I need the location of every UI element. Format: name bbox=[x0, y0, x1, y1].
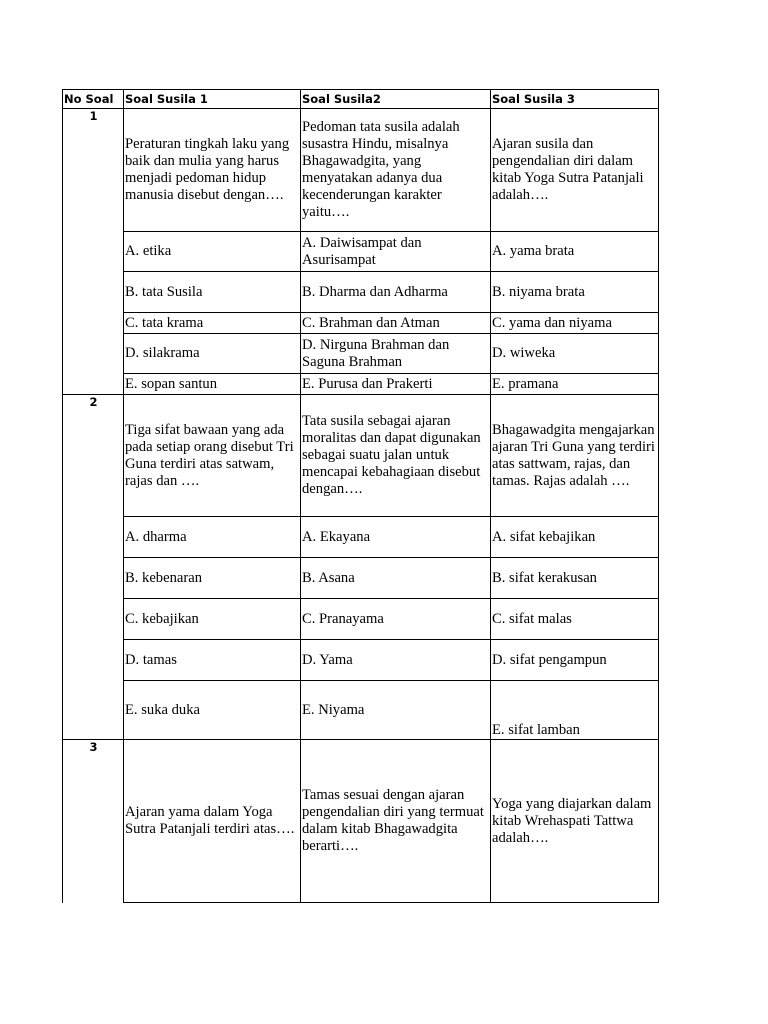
header-row bbox=[63, 90, 659, 109]
option-row bbox=[63, 313, 659, 334]
question-number: 2 bbox=[63, 395, 124, 740]
option-row bbox=[63, 374, 659, 395]
option-b-susila-2: B. Asana bbox=[301, 558, 491, 599]
option-row bbox=[63, 334, 659, 374]
question-text-susila-1: Tiga sifat bawaan yang ada pada setiap orang disebut Tri Guna terdiri atas satwam, rajas dan …. bbox=[124, 395, 301, 517]
option-row bbox=[63, 640, 659, 681]
option-a-susila-2: A. Daiwisampat dan Asurisampat bbox=[301, 232, 491, 272]
option-d-susila-1: D. silakrama bbox=[124, 334, 301, 374]
option-row bbox=[63, 272, 659, 313]
question-text-susila-2: Tamas sesuai dengan ajaran pengendalian diri yang termuat dalam kitab Bhagawadgita berarti…. bbox=[301, 740, 491, 903]
question-row bbox=[63, 395, 659, 517]
question-number: 3 bbox=[63, 740, 124, 903]
option-a-susila-3: A. yama brata bbox=[491, 232, 659, 272]
question-sheet bbox=[62, 89, 658, 903]
option-d-susila-1: D. tamas bbox=[124, 640, 301, 681]
question-text-susila-3: Yoga yang diajarkan dalam kitab Wrehaspati Tattwa adalah…. bbox=[491, 740, 659, 903]
option-e-susila-2: E. Purusa dan Prakerti bbox=[301, 374, 491, 395]
option-row bbox=[63, 558, 659, 599]
option-d-susila-2: D. Nirguna Brahman dan Saguna Brahman bbox=[301, 334, 491, 374]
question-text-susila-1: Peraturan tingkah laku yang baik dan mulia yang harus menjadi pedoman hidup manusia disebut dengan…. bbox=[124, 109, 301, 232]
question-row bbox=[63, 740, 659, 903]
question-text-susila-3: Ajaran susila dan pengendalian diri dalam kitab Yoga Sutra Patanjali adalah…. bbox=[491, 109, 659, 232]
header-susila-2: Soal Susila2 bbox=[301, 90, 491, 109]
option-b-susila-1: B. tata Susila bbox=[124, 272, 301, 313]
option-e-susila-2: E. Niyama bbox=[301, 681, 491, 740]
option-a-susila-1: A. etika bbox=[124, 232, 301, 272]
option-c-susila-3: C. yama dan niyama bbox=[491, 313, 659, 334]
option-d-susila-3: D. sifat pengampun bbox=[491, 640, 659, 681]
question-text-susila-1: Ajaran yama dalam Yoga Sutra Patanjali terdiri atas…. bbox=[124, 740, 301, 903]
header-susila-3: Soal Susila 3 bbox=[491, 90, 659, 109]
option-c-susila-3: C. sifat malas bbox=[491, 599, 659, 640]
question-number: 1 bbox=[63, 109, 124, 395]
option-c-susila-1: C. tata krama bbox=[124, 313, 301, 334]
question-text-susila-3: Bhagawadgita mengajarkan ajaran Tri Guna yang terdiri atas sattwam, rajas, dan tamas. Rajas adalah …. bbox=[491, 395, 659, 517]
option-b-susila-3: B. niyama brata bbox=[491, 272, 659, 313]
option-e-susila-3: E. sifat lamban bbox=[491, 681, 659, 740]
option-row bbox=[63, 599, 659, 640]
option-b-susila-3: B. sifat kerakusan bbox=[491, 558, 659, 599]
option-row bbox=[63, 232, 659, 272]
option-a-susila-3: A. sifat kebajikan bbox=[491, 517, 659, 558]
option-d-susila-2: D. Yama bbox=[301, 640, 491, 681]
option-e-susila-1: E. suka duka bbox=[124, 681, 301, 740]
question-text-susila-2: Pedoman tata susila adalah susastra Hindu, misalnya Bhagawadgita, yang menyatakan adanya dua kecenderungan karakter yaitu…. bbox=[301, 109, 491, 232]
question-table bbox=[62, 89, 659, 903]
option-b-susila-2: B. Dharma dan Adharma bbox=[301, 272, 491, 313]
option-d-susila-3: D. wiweka bbox=[491, 334, 659, 374]
header-susila-1: Soal Susila 1 bbox=[124, 90, 301, 109]
option-c-susila-2: C. Pranayama bbox=[301, 599, 491, 640]
option-c-susila-1: C. kebajikan bbox=[124, 599, 301, 640]
option-row bbox=[63, 517, 659, 558]
option-e-susila-3: E. pramana bbox=[491, 374, 659, 395]
option-e-susila-1: E. sopan santun bbox=[124, 374, 301, 395]
option-c-susila-2: C. Brahman dan Atman bbox=[301, 313, 491, 334]
question-row bbox=[63, 109, 659, 232]
option-a-susila-1: A. dharma bbox=[124, 517, 301, 558]
option-row bbox=[63, 681, 659, 740]
option-a-susila-2: A. Ekayana bbox=[301, 517, 491, 558]
question-text-susila-2: Tata susila sebagai ajaran moralitas dan dapat digunakan sebagai suatu jalan untuk mencapai kebahagiaan disebut dengan…. bbox=[301, 395, 491, 517]
header-no: No Soal bbox=[63, 90, 124, 109]
option-b-susila-1: B. kebenaran bbox=[124, 558, 301, 599]
